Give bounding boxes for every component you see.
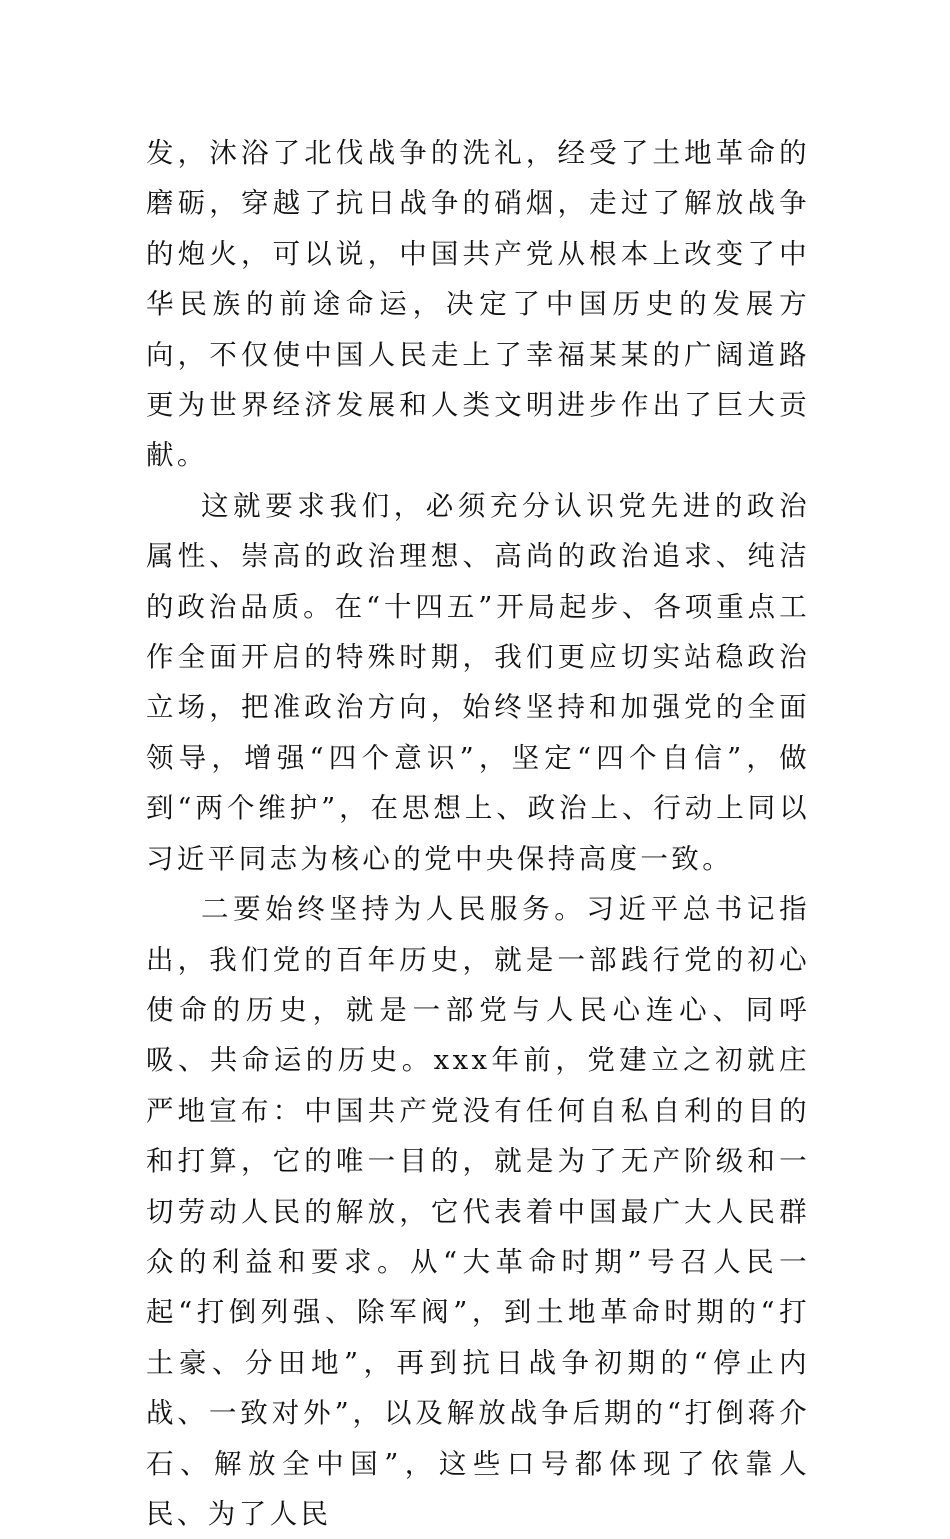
body-text <box>146 128 810 1539</box>
paragraph-continuation: 发，沐浴了北伐战争的洗礼，经受了土地革命的磨砺，穿越了抗日战争的硝烟，走过了解放战争的炮火，可以说，中国共产党从根本上改变了中华民族的前途命运，决定了中国历史的发展方向，不仅使中国人民走上了幸福某某的广阔道路更为世界经济发展和人类文明进步作出了巨大贡献。 <box>146 137 810 472</box>
paragraph-political-requirement: 这就要求我们，必须充分认识党先进的政治属性、崇高的政治理想、高尚的政治追求、纯洁的政治品质。在“十四五”开局起步、各项重点工作全面开启的特殊时期，我们更应切实站稳政治立场，把准政治方向，始终坚持和加强党的全面领导，增强“四个意识”，坚定“四个自信”，做到“两个维护”，在思想上、政治上、行动上同以习近平同志为核心的党中央保持高度一致。 <box>146 489 810 875</box>
paragraph-serve-the-people: 二要始终坚持为人民服务。习近平总书记指出，我们党的百年历史，就是一部践行党的初心使命的历史，就是一部党与人民心连心、同呼吸、共命运的历史。xxx年前，党建立之初就庄严地宣布：中国共产党没有任何自私自利的目的和打算，它的唯一目的，就是为了无产阶级和一切劳动人民的解放，它代表着中国最广大人民群众的利益和要求。从“大革命时期”号召人民一起“打倒列强、除军阀”，到土地革命时期的“打土豪、分田地”，再到抗日战争初期的“停止内战、一致对外”，以及解放战争后期的“打倒蒋介石、解放全中国”，这些口号都体现了依靠人民、为了人民 <box>146 893 810 1530</box>
